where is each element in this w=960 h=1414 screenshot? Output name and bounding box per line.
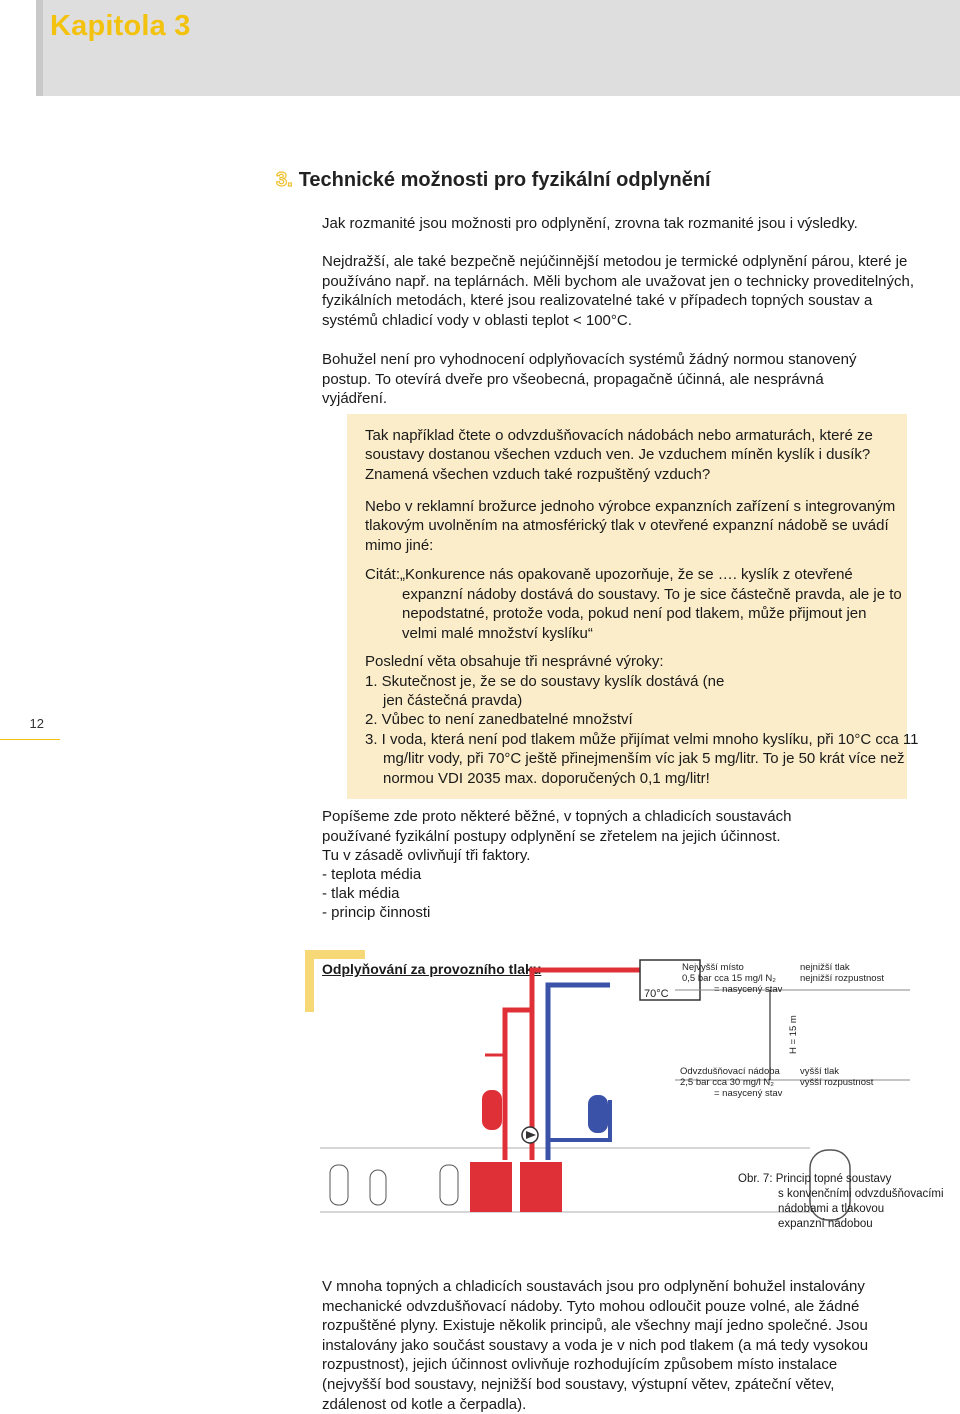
box-quote-first: Citát:„Konkurence nás opakovaně upozorňuje, že se …. kyslík z otevřené [365, 566, 853, 583]
top-label-3: = nasycený stav [714, 984, 783, 995]
box-list-intro: Poslední věta obsahuje tři nesprávné výroky: [365, 653, 664, 670]
caption-line-2: s konvenčními odvzdušňovacími [778, 1188, 944, 1200]
intro-paragraph-3: Bohužel není pro vyhodnocení odplyňovacích systémů žádný normou stanovený postup. To otevírá dveře pro všeobecná, propagačně účinná, ale nesprávná vyjádření. [322, 351, 857, 408]
intro-paragraph-2: Nejdražší, ale také bezpečně nejúčinnější metodou je termické odplynění párou, které je používáno např. na teplárnách. Měli bychom ale uvažovat jen o technicky proveditelných, fyzikálních metodách, které jsou realizovatelné také v případech topných soustav a systémů chladicí vody v oblasti teplot < 100°C. [322, 253, 915, 329]
header-accent [36, 0, 43, 96]
section-number: 3. [276, 169, 293, 191]
temperature-label: 70°C [644, 988, 669, 1000]
small-vessel [330, 1165, 348, 1205]
page-number-rule [0, 739, 60, 740]
after-box-paragraph: Popíšeme zde proto některé běžné, v topných a chladicích soustavách používané fyzikální postupy odplynění se zřetelem na jejich účinnost. [322, 808, 792, 845]
box-list-item-3: 3. I voda, která není pod tlakem může přijímat velmi mnoho kyslíku, při 10°C cca 11 mg/litr vody, při 70°C ještě přinejmenším víc jak 5 mg/litr. To je 50 krát více než normou VDI 2035 max. doporučených 0,1 mg/litr! [365, 731, 919, 787]
highlight-box [347, 414, 919, 799]
chapter-title: Kapitola 3 [50, 10, 191, 42]
box-quote-rest: expanzní nádoby dostává do soustavy. To je sice částečně pravda, ale je to nepodstatné, protože voda, pokud není pod tlakem, může přijmout jen velmi malé množství kyslíku“ [402, 586, 902, 642]
boiler-hot [470, 1162, 512, 1212]
small-vessel [370, 1170, 386, 1205]
figure-title: Odplyňování za provozního tlaku [322, 961, 542, 977]
boiler-hot [520, 1162, 562, 1212]
vessel-blue [588, 1095, 608, 1133]
bottom-right-label-2: vyšší rozpustnost [800, 1077, 874, 1088]
bottom-right-label-1: vyšší tlak [800, 1066, 840, 1077]
height-label: H = 15 m [788, 1015, 799, 1054]
section-heading [276, 169, 711, 192]
intro-paragraph-1: Jak rozmanité jsou možnosti pro odplynění, zrovna tak rozmanité jsou i výsledky. [322, 215, 858, 232]
box-list-item-1: 1. Skutečnost je, že se do soustavy kyslík dostává (ne jen částečná pravda) [365, 673, 725, 710]
vessel-red [482, 1090, 502, 1130]
page-number: 12 [29, 716, 44, 731]
box-paragraph-2: Nebo v reklamní brožurce jednoho výrobce expanzních zařízení s integrovaným tlakovým uvolněním na atmosférický tlak v otevřené expanzní nádobě se uvádí mimo jiné: [365, 498, 896, 554]
bottom-label-3: = nasycený stav [714, 1088, 783, 1099]
bottom-label-2: 2,5 bar cca 30 mg/l N₂ [680, 1077, 774, 1088]
figure-caption [738, 1172, 944, 1232]
bottom-label-1: Odvzdušňovací nádoba [680, 1066, 780, 1077]
caption-line-1: Obr. 7: Princip topné soustavy [738, 1173, 892, 1185]
return-pipe [548, 985, 610, 1160]
factor-item-2: - tlak média [322, 885, 400, 902]
top-label-2: 0,5 bar cca 15 mg/l N₂ [682, 973, 776, 984]
factor-item-1: - teplota média [322, 866, 422, 883]
top-right-label-1: nejnižší tlak [800, 962, 850, 973]
caption-line-3: nádobami a tlakovou [778, 1203, 885, 1215]
caption-line-4: expanzní nádobou [778, 1218, 873, 1230]
box-list-item-2: 2. Vůbec to není zanedbatelné množství [365, 711, 633, 728]
section-title: Technické možnosti pro fyzikální odplynění [298, 169, 711, 191]
top-label-1: Nejvyšší místo [682, 962, 744, 973]
factor-item-3: - princip činnosti [322, 904, 431, 921]
closing-paragraph: V mnoha topných a chladicích soustavách jsou pro odplynění bohužel instalovány mechanické odvzdušňovací nádoby. Tyto mohou odloučit pouze volné, ale žádné rozpuštěné plyny. Existuje několik principů, ale všechny mají jedno společné. Jsou instalovány jako součást soustavy a voda je v nich pod tlakem (a má tedy vysokou rozpustnost), jejich účinnost ovlivňuje rozhodujícím způsobem místo instalace (nejvyšší bod soustavy, nejnižší bod soustavy, výstupní větev, zpáteční větev, zdálenost od kotle a čerpadla). [322, 1278, 869, 1413]
box-paragraph-1: Tak například čtete o odvzdušňovacích nádobách nebo armaturách, které ze soustavy dostanou všechen vzduch ven. Je vzduchem míněn kyslík i dusík? Znamená všechen vzduch také rozpuštěný vzduch? [365, 427, 873, 483]
factors-intro: Tu v zásadě ovlivňují tři faktory. [322, 847, 531, 864]
small-vessel [440, 1165, 458, 1205]
top-right-label-2: nejnižší rozpustnost [800, 973, 884, 984]
